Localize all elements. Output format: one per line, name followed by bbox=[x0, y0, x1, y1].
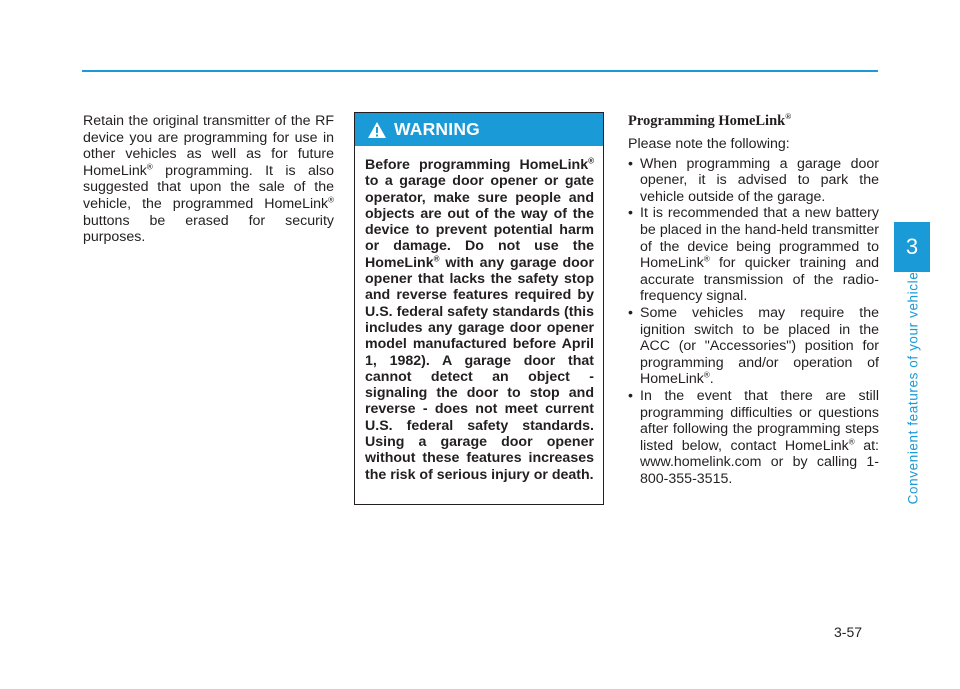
bullet-text: at: www.homelink.com or by calling 1-800-355-3515. bbox=[640, 437, 880, 487]
warning-text-part: with any garage door opener that lacks the safety stop and reverse features required by U.S. federal safety standards (this includes any garage door opener model manufactured before April 1, 1982). A garage door that cannot detect an object - signaling the door to stop and reverse - does not meet current U.S. federal safety standards. Using a garage door opener without these features increases the risk of serious injury or death. bbox=[365, 254, 594, 483]
bullet-text: for quicker training and accurate transmission of the radio-frequency signal. bbox=[640, 255, 879, 305]
warning-text bbox=[355, 146, 603, 483]
paragraph-text: programming. It is also suggested that upon the sale of the vehicle, the programmed HomeLink bbox=[83, 162, 334, 212]
warning-triangle-icon bbox=[367, 121, 387, 139]
list-item bbox=[628, 388, 879, 488]
list-item bbox=[628, 156, 879, 206]
bullet-text: In the event that there are still programming difficulties or questions after following the programming steps listed below, contact HomeLink bbox=[640, 387, 879, 454]
bullet-list bbox=[628, 156, 879, 488]
registered-mark: ® bbox=[146, 162, 153, 172]
warning-header bbox=[355, 113, 603, 146]
registered-mark: ® bbox=[328, 195, 334, 205]
paragraph-text: buttons be erased for security purposes. bbox=[83, 212, 334, 246]
warning-title: WARNING bbox=[394, 119, 480, 139]
bullet-text: Some vehicles may require the ignition switch to be placed in the ACC (or "Accessories") position for programming and/or operation of HomeLink bbox=[640, 304, 879, 388]
list-item bbox=[628, 205, 879, 305]
section-title-text: Programming HomeLink bbox=[628, 113, 786, 129]
registered-mark: ® bbox=[785, 112, 792, 122]
chapter-tab bbox=[894, 222, 930, 272]
page-number: 3-57 bbox=[834, 624, 863, 640]
list-item bbox=[628, 305, 879, 388]
chapter-number: 3 bbox=[905, 234, 919, 259]
bullet-text: When programming a garage door opener, it is advised to park the vehicle outside of the garage. bbox=[640, 155, 879, 205]
paragraph-text: Retain the original transmitter of the RF device you are programming for use in other vehicles as well as for future HomeLink bbox=[83, 113, 334, 179]
note-text: Please note the following: bbox=[628, 136, 790, 152]
warning-text-part: Before programming HomeLink bbox=[365, 157, 589, 173]
registered-mark: ® bbox=[588, 156, 594, 166]
section-title bbox=[628, 113, 879, 130]
bullet-text: It is recommended that a new battery be placed in the hand-held transmitter of the device being programmed to HomeLink bbox=[640, 205, 879, 272]
retain-transmitter-paragraph bbox=[83, 113, 334, 246]
top-rule bbox=[82, 70, 878, 72]
left-column bbox=[83, 113, 334, 246]
warning-box bbox=[354, 112, 604, 505]
bullet-text: . bbox=[709, 371, 714, 388]
chapter-title bbox=[893, 271, 933, 504]
registered-mark: ® bbox=[848, 436, 855, 446]
chapter-title-text: Convenient features of your vehicle bbox=[905, 271, 921, 504]
registered-mark: ® bbox=[703, 254, 710, 264]
registered-mark: ® bbox=[433, 254, 440, 264]
programming-section bbox=[628, 113, 879, 487]
warning-text-part: to a garage door opener or gate operator, make sure people and objects are out of the way of the device to prevent potential harm or damage. Do not use the HomeLink bbox=[365, 173, 594, 271]
registered-mark: ® bbox=[703, 370, 710, 380]
